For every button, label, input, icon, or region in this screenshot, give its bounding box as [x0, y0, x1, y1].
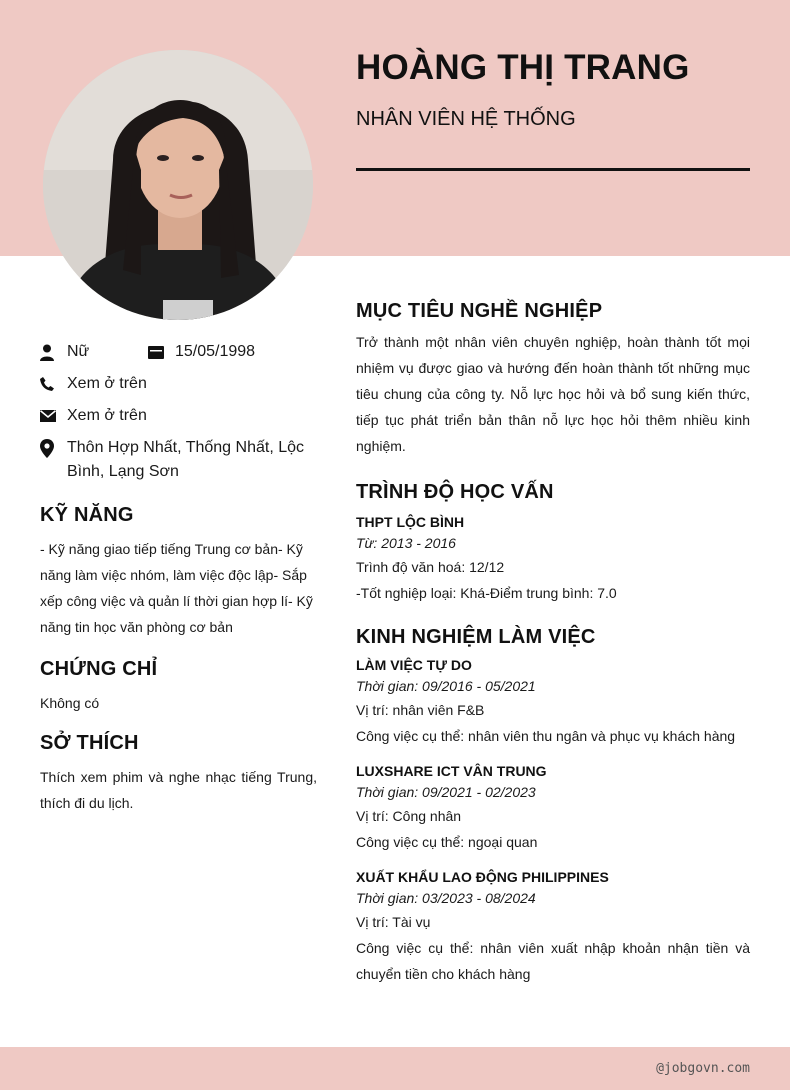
phone-icon — [40, 372, 67, 396]
objective-text: Trở thành một nhân viên chuyên nghiệp, hoàn thành tốt mọi nhiệm vụ được giao và hướng đến hoàn thành tốt những mục tiêu chung của công ty. Nỗ lực học hỏi và bổ sung kiến thức, tiếp tục phát triển bản thân nỗ lực học hỏi thêm nhiều kinh nghiệm. — [356, 334, 750, 454]
experience-company: LÀM VIỆC TỰ DO — [356, 657, 472, 673]
calendar-icon — [148, 340, 175, 364]
experience-period: Thời gian: 09/2021 - 02/2023 — [356, 784, 536, 800]
objective-heading: MỤC TIÊU NGHỀ NGHIỆP — [356, 300, 603, 322]
experience-company: LUXSHARE ICT VÂN TRUNG — [356, 763, 547, 779]
education-period: Từ: 2013 - 2016 — [356, 535, 456, 551]
skills-heading: KỸ NĂNG — [40, 504, 134, 526]
candidate-name: HOÀNG THỊ TRANG — [356, 48, 690, 87]
candidate-job-title: NHÂN VIÊN HỆ THỐNG — [356, 108, 576, 130]
address-value: Thôn Hợp Nhất, Thống Nhất, Lộc Bình, Lạng Sơn — [67, 439, 304, 480]
experience-duties: Công việc cụ thể: nhân viên xuất nhập khoản nhận tiền và chuyển tiền cho khách hàng — [356, 940, 750, 982]
right-column — [356, 300, 750, 987]
education-level: Trình độ văn hoá: 12/12 — [356, 559, 505, 575]
experience-period: Thời gian: 09/2016 - 05/2021 — [356, 678, 536, 694]
gender-value: Nữ — [67, 343, 90, 360]
location-pin-icon — [40, 436, 67, 460]
skills-text: - Kỹ năng giao tiếp tiếng Trung cơ bản- Kỹ năng làm việc nhóm, làm việc độc lập- Sắp xếp công việc và quản lí thời gian hợp lí- Kỹ năng tin học văn phòng cơ bản — [40, 541, 313, 635]
email-row — [40, 404, 317, 428]
experience-item — [356, 655, 750, 749]
certificates-heading: CHỨNG CHỈ — [40, 658, 158, 680]
left-column — [40, 340, 317, 816]
email-value: Xem ở trên — [67, 407, 147, 424]
experience-company: XUẤT KHẨU LAO ĐỘNG PHILIPPINES — [356, 869, 609, 885]
birthdate-value: 15/05/1998 — [175, 343, 256, 360]
hobbies-heading: SỞ THÍCH — [40, 732, 139, 754]
phone-value: Xem ở trên — [67, 375, 147, 392]
title-divider — [356, 168, 750, 171]
certificates-text: Không có — [40, 695, 100, 711]
address-row — [40, 436, 317, 484]
experience-period: Thời gian: 03/2023 - 08/2024 — [356, 890, 536, 906]
education-grade: -Tốt nghiệp loại: Khá-Điểm trung bình: 7.0 — [356, 585, 617, 601]
footer-watermark: @jobgovn.com — [656, 1061, 750, 1076]
envelope-icon — [40, 404, 67, 428]
portrait-image — [43, 50, 313, 320]
experience-position: Vị trí: nhân viên F&B — [356, 702, 485, 718]
phone-row — [40, 372, 317, 396]
gender-birthdate-row — [40, 340, 317, 364]
education-school: THPT LỘC BÌNH — [356, 514, 465, 530]
experience-duties: Công việc cụ thể: nhân viên thu ngân và phục vụ khách hàng — [356, 728, 736, 744]
experience-heading: KINH NGHIỆM LÀM VIỆC — [356, 626, 596, 648]
experience-position: Vị trí: Tài vụ — [356, 914, 431, 930]
experience-position: Vị trí: Công nhân — [356, 808, 462, 824]
experience-item — [356, 761, 750, 855]
education-heading: TRÌNH ĐỘ HỌC VẤN — [356, 481, 554, 503]
profile-photo — [43, 50, 313, 320]
person-icon — [40, 340, 67, 364]
experience-item — [356, 867, 750, 987]
experience-duties: Công việc cụ thể: ngoại quan — [356, 834, 538, 850]
hobbies-text: Thích xem phim và nghe nhạc tiếng Trung, thích đi du lịch. — [40, 769, 317, 811]
